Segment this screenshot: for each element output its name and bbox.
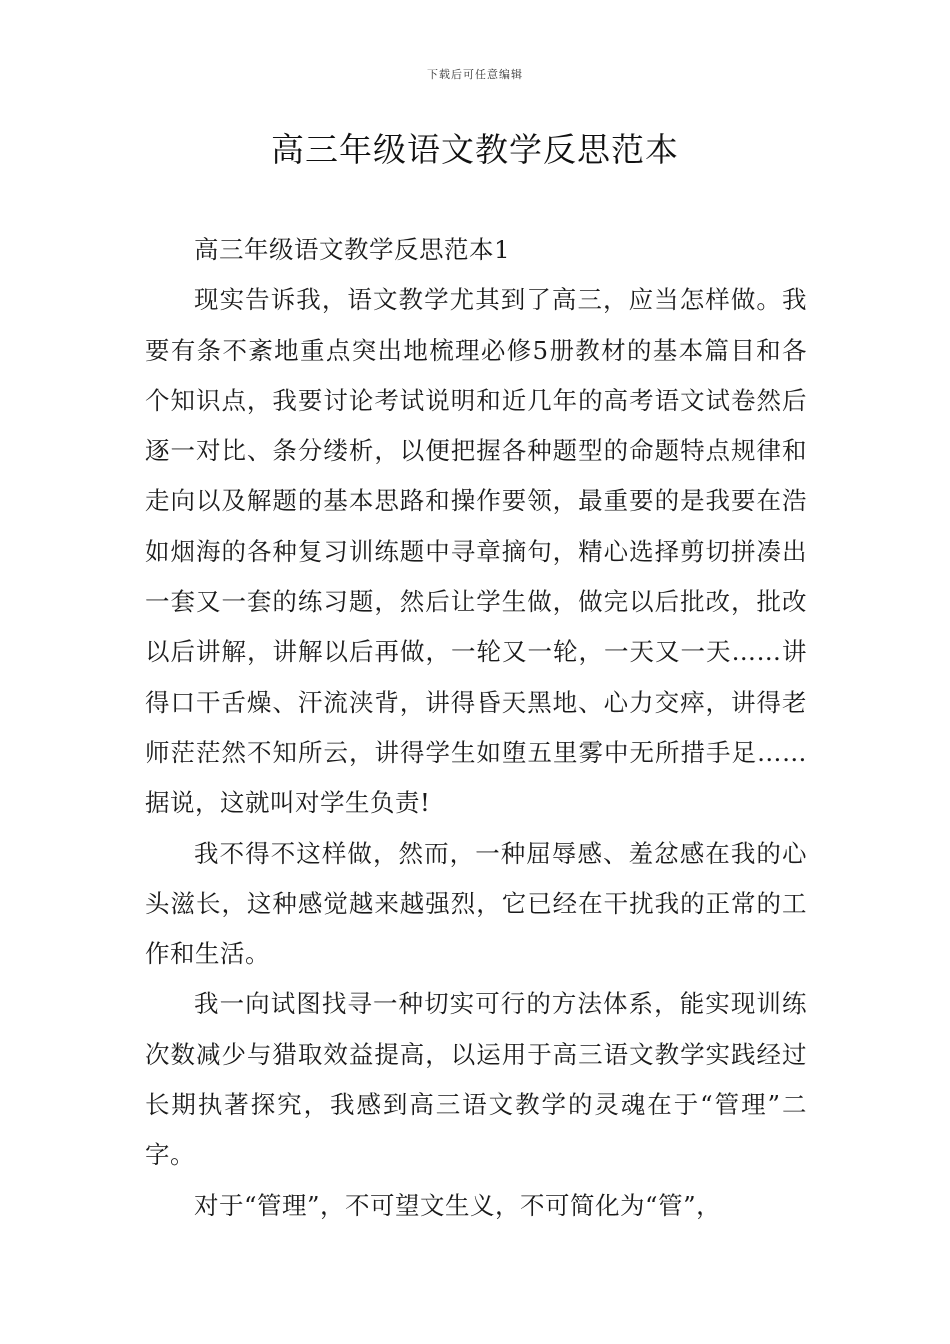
body-paragraph: 我不得不这样做，然而，一种屈辱感、羞忿感在我的心头滋长，这种感觉越来越强烈，它已经在干扰我的正常的工作和生活。 <box>145 838 807 969</box>
body-paragraph: 现实告诉我，语文教学尤其到了高三，应当怎样做。我要有条不紊地重点突出地梳理必修5册教材的基本篇目和各个知识点，我要讨论考试说明和近几年的高考语文试卷然后逐一对比、条分缕析，以便把握各种题型的命题特点规律和走向以及解题的基本思路和操作要领，最重要的是我要在浩如烟海的各种复习训练题中寻章摘句，精心选择剪切拼凑出一套又一套的练习题，然后让学生做，做完以后批改，批改以后讲解，讲解以后再做，一轮又一轮，一天又一天……讲得口干舌燥、汗流浃背，讲得昏天黑地、心力交瘁，讲得老师茫茫然不知所云，讲得学生如堕五里雾中无所措手足……据说，这就叫对学生负责! <box>145 285 807 818</box>
header-note: 下载后可任意编辑 <box>427 68 523 81</box>
document-body <box>145 225 807 1231</box>
document-title: 高三年级语文教学反思范本 <box>271 130 679 169</box>
subtitle-paragraph: 高三年级语文教学反思范本1 <box>194 235 511 264</box>
body-paragraph: 我一向试图找寻一种切实可行的方法体系，能实现训练次数减少与猎取效益提高，以运用于高三语文教学实践经过长期执著探究，我感到高三语文教学的灵魂在于“管理”二字。 <box>145 989 807 1170</box>
body-paragraph: 对于“管理”，不可望文生义，不可简化为“管”， <box>194 1190 722 1220</box>
